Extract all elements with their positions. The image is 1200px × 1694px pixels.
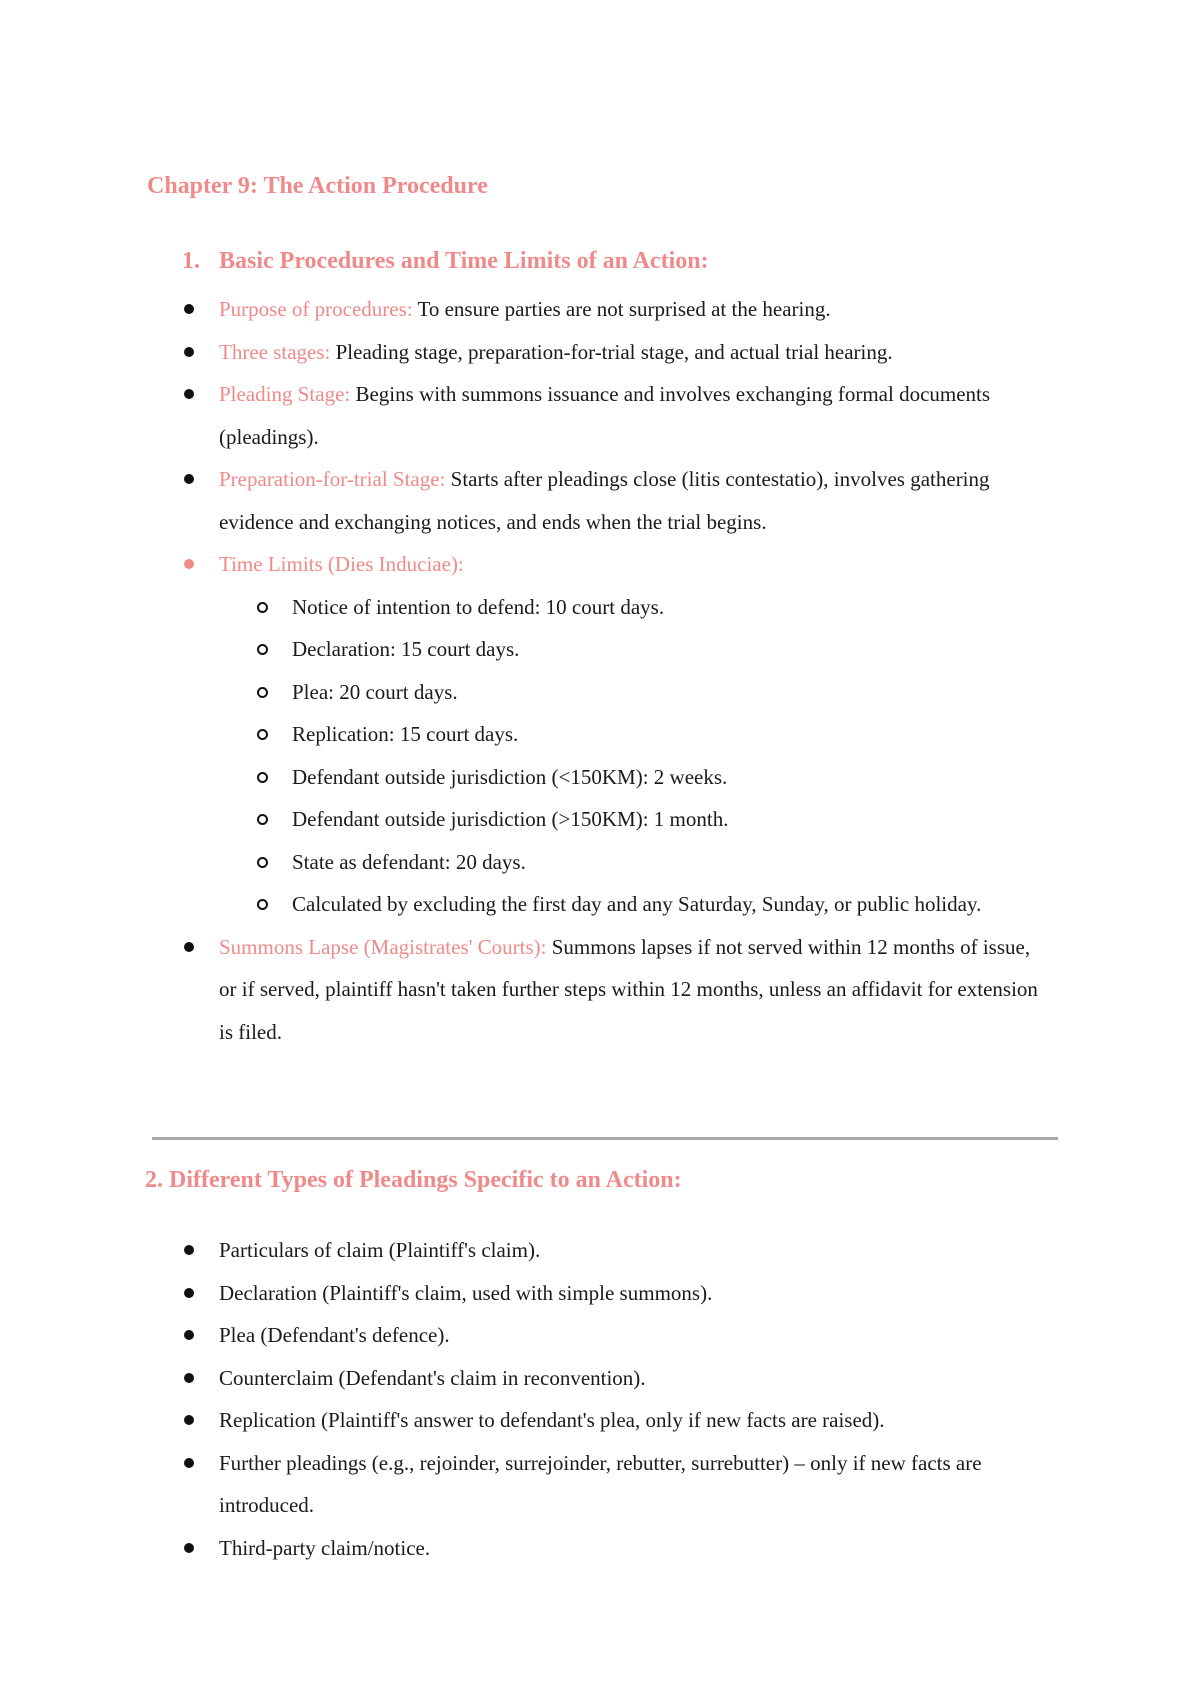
time-limits-label: Time Limits (Dies Induciae): bbox=[219, 552, 464, 576]
section-2-list bbox=[0, 1229, 1049, 1569]
list-item bbox=[0, 1229, 1049, 1272]
item-text: Further pleadings (e.g., rejoinder, surrejoinder, rebutter, surrebutter) – only if new facts are introduced. bbox=[219, 1450, 982, 1517]
chapter-title: Chapter 9: The Action Procedure bbox=[147, 173, 488, 199]
time-limits-container bbox=[0, 586, 1049, 926]
item-text: Starts after pleadings close (litis contestatio), involves gathering evidence and exchanging notices, and ends when the trial begins. bbox=[219, 467, 990, 534]
sub-list-item bbox=[0, 798, 1012, 841]
item-text: Counterclaim (Defendant's claim in reconvention). bbox=[219, 1365, 646, 1390]
sub-item-text: Declaration: 15 court days. bbox=[292, 637, 520, 661]
time-limits-list bbox=[0, 586, 1049, 926]
item-text: Particulars of claim (Plaintiff's claim). bbox=[219, 1238, 541, 1262]
sub-item-text: Notice of intention to defend: 10 court days. bbox=[292, 594, 665, 619]
list-item bbox=[0, 1357, 1049, 1400]
item-label: Summons Lapse (Magistrates' Courts): bbox=[219, 934, 547, 959]
item-text: To ensure parties are not surprised at the hearing. bbox=[412, 297, 831, 321]
sub-item-text: Replication: 15 court days. bbox=[292, 722, 519, 746]
item-text: Begins with summons issuance and involves exchanging formal documents (pleadings). bbox=[219, 382, 991, 449]
list-item bbox=[0, 926, 1049, 1054]
section-1-heading bbox=[182, 245, 709, 277]
item-text: Third-party claim/notice. bbox=[219, 1535, 431, 1560]
list-item bbox=[0, 1527, 1049, 1570]
item-label: Three stages: bbox=[219, 339, 331, 364]
list-item bbox=[0, 373, 1049, 458]
section-1-number: 1. bbox=[182, 248, 200, 274]
sub-item-text: State as defendant: 20 days. bbox=[292, 849, 526, 874]
item-label: Pleading Stage: bbox=[219, 382, 351, 406]
sub-item-text: Plea: 20 court days. bbox=[292, 679, 458, 704]
sub-item-text: Defendant outside jurisdiction (<150KM): 2 weeks. bbox=[292, 764, 728, 789]
list-item bbox=[0, 1314, 1049, 1357]
list-item bbox=[0, 1442, 1049, 1527]
section-2-heading: 2. Different Types of Pleadings Specific to an Action: bbox=[145, 1167, 682, 1193]
item-text: Declaration (Plaintiff's claim, used with simple summons). bbox=[219, 1280, 713, 1305]
item-text: Pleading stage, preparation-for-trial stage, and actual trial hearing. bbox=[330, 339, 893, 364]
item-text: Plea (Defendant's defence). bbox=[219, 1323, 450, 1347]
sub-list-item bbox=[0, 841, 1012, 884]
list-item bbox=[0, 331, 1049, 374]
sub-list-item bbox=[0, 756, 1012, 799]
list-item bbox=[0, 288, 1049, 331]
list-item bbox=[0, 1399, 1049, 1442]
list-item bbox=[0, 1272, 1049, 1315]
item-text: Summons lapses if not served within 12 months of issue, or if served, plaintiff hasn't taken further steps within 12 months, unless an affidavit for extension is filed. bbox=[219, 934, 1038, 1044]
sub-list-item bbox=[0, 671, 1012, 714]
sub-item-text: Calculated by excluding the first day and any Saturday, Sunday, or public holiday. bbox=[292, 892, 982, 916]
sub-item-text: Defendant outside jurisdiction (>150KM): 1 month. bbox=[292, 807, 729, 831]
section-1-title: Basic Procedures and Time Limits of an Action: bbox=[219, 248, 709, 274]
list-item bbox=[0, 543, 1049, 586]
item-label: Preparation-for-trial Stage: bbox=[219, 467, 446, 491]
item-text: Replication (Plaintiff's answer to defendant's plea, only if new facts are raised). bbox=[219, 1408, 885, 1432]
sub-list-item bbox=[0, 883, 1012, 926]
sub-list-item bbox=[0, 586, 1012, 629]
item-label: Purpose of procedures: bbox=[219, 297, 413, 321]
section-1-list bbox=[0, 288, 1049, 1053]
horizontal-divider bbox=[152, 1137, 1058, 1140]
sub-list-item bbox=[0, 713, 1012, 756]
sub-list-item bbox=[0, 628, 1012, 671]
list-item bbox=[0, 458, 1049, 543]
